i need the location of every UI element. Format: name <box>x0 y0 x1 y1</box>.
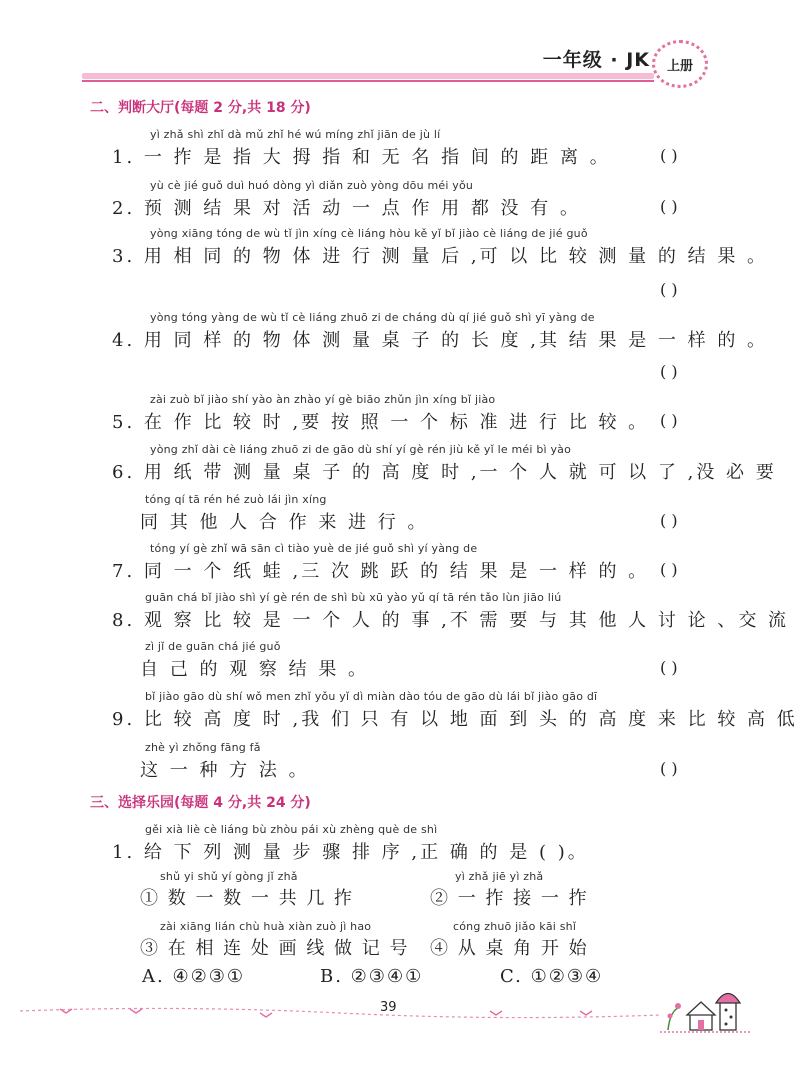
answer-blank[interactable]: ( ) <box>660 759 678 778</box>
pinyin-line: zì jǐ de guān chá jié guǒ <box>145 640 281 653</box>
volume-badge: 上册 <box>652 40 708 88</box>
step-option: ② 一 拃 接 一 拃 <box>430 888 589 909</box>
answer-blank[interactable]: ( ) <box>660 411 678 430</box>
pinyin-line: bǐ jiào gāo dù shí wǒ men zhǐ yǒu yǐ dì miàn dào tóu de gāo dù lái bǐ jiào gāo dī <box>145 690 598 703</box>
footer-dashed-wave <box>20 1003 660 1021</box>
header-rule <box>82 80 654 82</box>
pinyin-line: guān chá bǐ jiào shì yí gè rén de shì bù xū yào yǔ qí tā rén tǎo lùn jiāo liú <box>145 591 562 604</box>
question-text: 8. 观 察 比 较 是 一 个 人 的 事 ,不 需 要 与 其 他 人 讨 论 、交 流 <box>112 610 790 631</box>
question-text: 9. 比 较 高 度 时 ,我 们 只 有 以 地 面 到 头 的 高 度 来 比 较 高 低 <box>112 709 798 730</box>
house-decoration-icon <box>660 982 750 1038</box>
choice-a[interactable]: A. ④②③① <box>142 966 245 987</box>
pinyin-line: yì zhǎ jiē yì zhǎ <box>455 870 544 883</box>
question-text: 3. 用 相 同 的 物 体 进 行 测 量 后 ,可 以 比 较 测 量 的 结 果 。 <box>112 246 769 267</box>
question-text: 2. 预 测 结 果 对 活 动 一 点 作 用 都 没 有 。 <box>112 198 581 219</box>
pinyin-line: zài xiāng lián chù huà xiàn zuò jì hao <box>160 920 372 933</box>
pinyin-line: tóng qí tā rén hé zuò lái jìn xíng <box>145 493 327 506</box>
pinyin-line: gěi xià liè cè liáng bù zhòu pái xù zhèng què de shì <box>145 823 438 836</box>
grade-label: 一年级 · JK <box>542 49 650 71</box>
choice-c[interactable]: C. ①②③④ <box>500 966 604 987</box>
answer-blank[interactable]: ( ) <box>660 146 678 165</box>
pinyin-line: shǔ yi shǔ yí gòng jǐ zhǎ <box>160 870 298 883</box>
question-text: 自 己 的 观 察 结 果 。 <box>140 659 370 680</box>
question-text: 7. 同 一 个 纸 蛙 ,三 次 跳 跃 的 结 果 是 一 样 的 。 <box>112 561 650 582</box>
step-option: ① 数 一 数 一 共 几 拃 <box>140 888 355 909</box>
pinyin-line: yù cè jié guǒ duì huó dòng yì diǎn zuò yòng dōu méi yǒu <box>150 179 474 192</box>
pinyin-line: yòng zhǐ dài cè liáng zhuō zi de gāo dù shí yí gè rén jiù kě yǐ le méi bì yào <box>150 443 572 456</box>
pinyin-line: tóng yí gè zhǐ wā sān cì tiào yuè de jié guǒ shì yí yàng de <box>150 542 478 555</box>
question-text: 1. 给 下 列 测 量 步 骤 排 序 ,正 确 的 是 ( )。 <box>112 842 589 863</box>
header-band <box>82 73 654 79</box>
answer-blank[interactable]: ( ) <box>660 560 678 579</box>
question-text: 1. 一 拃 是 指 大 拇 指 和 无 名 指 间 的 距 离 。 <box>112 147 611 168</box>
step-option: ③ 在 相 连 处 画 线 做 记 号 <box>140 938 410 959</box>
pinyin-line: zài zuò bǐ jiào shí yào àn zhào yí gè biāo zhǔn jìn xíng bǐ jiào <box>150 393 496 406</box>
choice-b[interactable]: B. ②③④① <box>320 966 424 987</box>
question-text: 4. 用 同 样 的 物 体 测 量 桌 子 的 长 度 ,其 结 果 是 一 样 的 。 <box>112 330 769 351</box>
page-number: 39 <box>380 1000 397 1015</box>
pinyin-line: yì zhǎ shì zhǐ dà mǔ zhǐ hé wú míng zhǐ jiān de jù lí <box>150 128 441 141</box>
answer-blank[interactable]: ( ) <box>660 280 678 299</box>
pinyin-line: zhè yì zhǒng fāng fǎ <box>145 741 261 754</box>
section-title-judgement: 二、判断大厅(每题 2 分,共 18 分) <box>90 100 311 116</box>
answer-blank[interactable]: ( ) <box>660 658 678 677</box>
pinyin-line: cóng zhuō jiǎo kāi shǐ <box>453 920 577 933</box>
question-text: 5. 在 作 比 较 时 ,要 按 照 一 个 标 准 进 行 比 较 。 <box>112 412 650 433</box>
page-header <box>0 0 800 90</box>
question-text: 6. 用 纸 带 测 量 桌 子 的 高 度 时 ,一 个 人 就 可 以 了 ,没 必 要 <box>112 462 777 483</box>
pinyin-line: yòng tóng yàng de wù tǐ cè liáng zhuō zi de cháng dù qí jié guǒ shì yī yàng de <box>150 311 595 324</box>
section-title-choice: 三、选择乐园(每题 4 分,共 24 分) <box>90 795 311 811</box>
answer-blank[interactable]: ( ) <box>660 362 678 381</box>
pinyin-line: yòng xiāng tóng de wù tǐ jìn xíng cè liáng hòu kě yǐ bǐ jiào cè liáng de jié guǒ <box>150 227 588 240</box>
answer-blank[interactable]: ( ) <box>660 511 678 530</box>
question-text: 这 一 种 方 法 。 <box>140 760 310 781</box>
step-option: ④ 从 桌 角 开 始 <box>430 938 589 959</box>
question-text: 同 其 他 人 合 作 来 进 行 。 <box>140 512 429 533</box>
answer-blank[interactable]: ( ) <box>660 197 678 216</box>
